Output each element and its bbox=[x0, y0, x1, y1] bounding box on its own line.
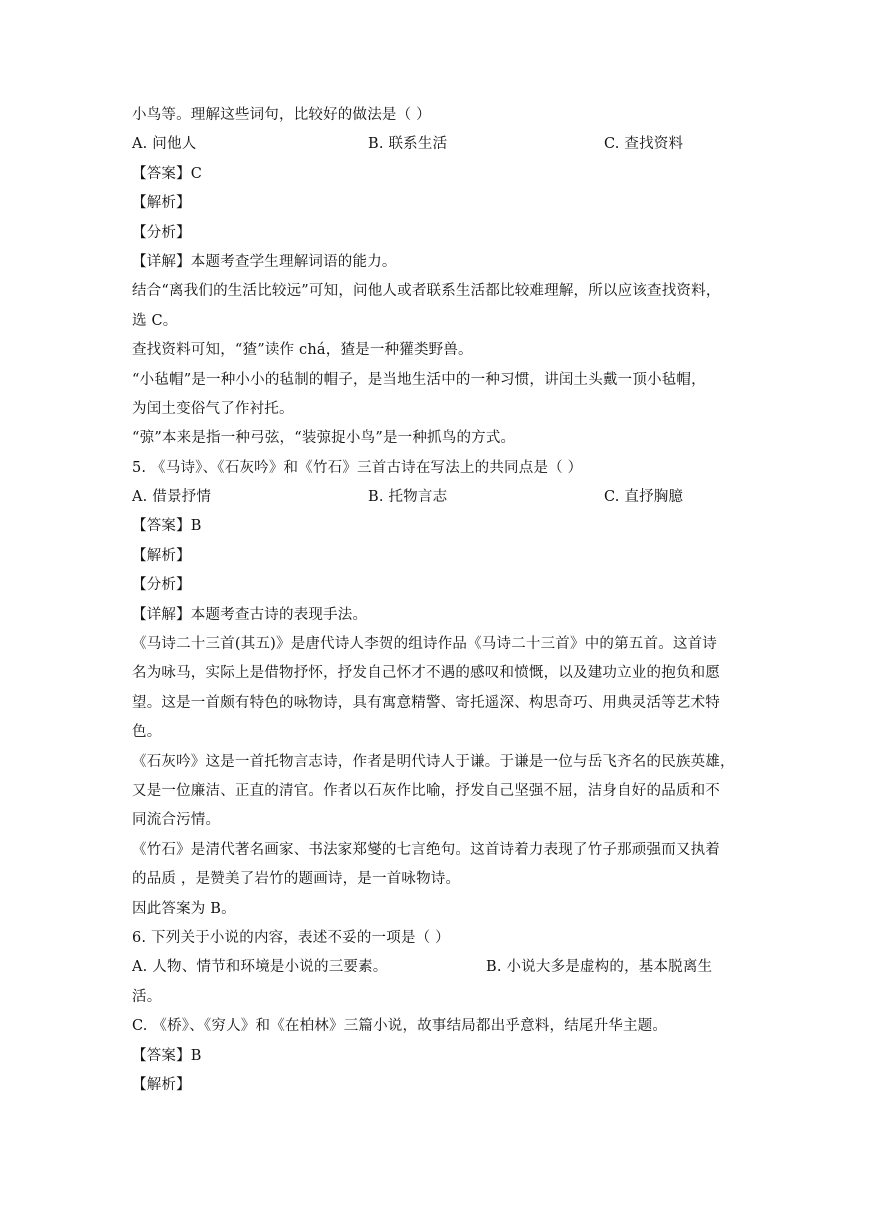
question-5-analysis-heading: 【解析】 bbox=[132, 547, 191, 564]
document-body bbox=[132, 101, 746, 1100]
paragraph-line: 望。这是一首颇有特色的咏物诗，具有寓意精警、寄托遥深、构思奇巧、用典灵活等艺术特 bbox=[132, 694, 720, 711]
question-5-option-b: B. 托物言志 bbox=[368, 489, 448, 506]
question-6-options bbox=[132, 953, 746, 982]
paragraph-line: 色。 bbox=[132, 724, 162, 741]
paragraph-line: 结合“离我们的生活比较远”可知，问他人或者联系生活都比较难理解，所以应该查找资料， bbox=[132, 283, 721, 300]
paragraph-line: 《石灰吟》这是一首托物言志诗，作者是明代诗人于谦。于谦是一位与岳飞齐名的民族英雄， bbox=[132, 753, 735, 770]
question-6-option-b-continued: 活。 bbox=[132, 988, 162, 1005]
question-5-fenxi-heading: 【分析】 bbox=[132, 577, 191, 594]
paragraph-line: 因此答案为 B。 bbox=[132, 900, 236, 917]
paragraph-line: 的品质 ，是赞美了岩竹的题画诗，是一首咏物诗。 bbox=[132, 871, 461, 888]
question-4-answer: 【答案】C bbox=[132, 165, 203, 182]
paragraph-line: 《竹石》是清代著名画家、书法家郑燮的七言绝句。这首诗着力表现了竹子那顽强而又执着 bbox=[132, 841, 720, 858]
question-6-answer: 【答案】B bbox=[132, 1047, 202, 1064]
question-5-options bbox=[132, 483, 746, 512]
question-4-option-a: A. 问他人 bbox=[132, 136, 197, 153]
question-6-stem: 6. 下列关于小说的内容，表述不妥的一项是（ ） bbox=[132, 929, 450, 946]
question-5-detail: 【详解】本题考查古诗的表现手法。 bbox=[132, 606, 368, 623]
paragraph-line: 同流合污情。 bbox=[132, 812, 221, 829]
question-4-analysis-heading: 【解析】 bbox=[132, 195, 191, 212]
question-5-option-a: A. 借景抒情 bbox=[132, 489, 212, 506]
question-4-stem-tail: 小鸟等。理解这些词句，比较好的做法是（ ） bbox=[132, 107, 431, 123]
question-4-option-c: C. 查找资料 bbox=[604, 136, 684, 153]
question-6-option-b: B. 小说大多是虚构的，基本脱离生 bbox=[486, 959, 713, 976]
paragraph-line: 名为咏马，实际上是借物抒怀，抒发自己怀才不遇的感叹和愤慨，以及建功立业的抱负和愿 bbox=[132, 665, 720, 682]
question-4-option-b: B. 联系生活 bbox=[368, 136, 448, 153]
paragraph-line: 又是一位廉洁、正直的清官。作者以石灰作比喻，抒发自己坚强不屈，洁身自好的品质和不 bbox=[132, 782, 720, 799]
question-5-stem: 5. 《马诗》、《石灰吟》和《竹石》三首古诗在写法上的共同点是（ ） bbox=[132, 459, 583, 476]
question-6-option-c: C. 《桥》、《穷人》和《在柏林》三篇小说，故事结局都出乎意料，结尾升华主题。 bbox=[132, 1018, 668, 1035]
question-4-detail: 【详解】本题考查学生理解词语的能力。 bbox=[132, 253, 397, 270]
question-5-answer: 【答案】B bbox=[132, 518, 202, 535]
paragraph-line: “弶”本来是指一种弓弦，“装弶捉小鸟”是一种抓鸟的方式。 bbox=[132, 430, 516, 447]
paragraph-line: 为闰土变俗气了作衬托。 bbox=[132, 400, 294, 417]
question-6-analysis-heading: 【解析】 bbox=[132, 1076, 191, 1093]
paragraph-line: 选 C。 bbox=[132, 312, 178, 329]
paragraph-line: “小毡帽”是一种小小的毡制的帽子，是当地生活中的一种习惯，讲闰土头戴一顶小毡帽， bbox=[132, 371, 706, 388]
question-5-option-c: C. 直抒胸臆 bbox=[604, 489, 684, 506]
paragraph-line: 查找资料可知，“猹”读作 chá，猹是一种獾类野兽。 bbox=[132, 342, 473, 359]
paragraph-line: 《马诗二十三首(其五)》是唐代诗人李贺的组诗作品《马诗二十三首》中的第五首。这首诗 bbox=[132, 636, 718, 653]
question-4-fenxi-heading: 【分析】 bbox=[132, 224, 191, 241]
question-6-option-a: A. 人物、情节和环境是小说的三要素。 bbox=[132, 959, 388, 976]
question-4-options bbox=[132, 130, 746, 159]
